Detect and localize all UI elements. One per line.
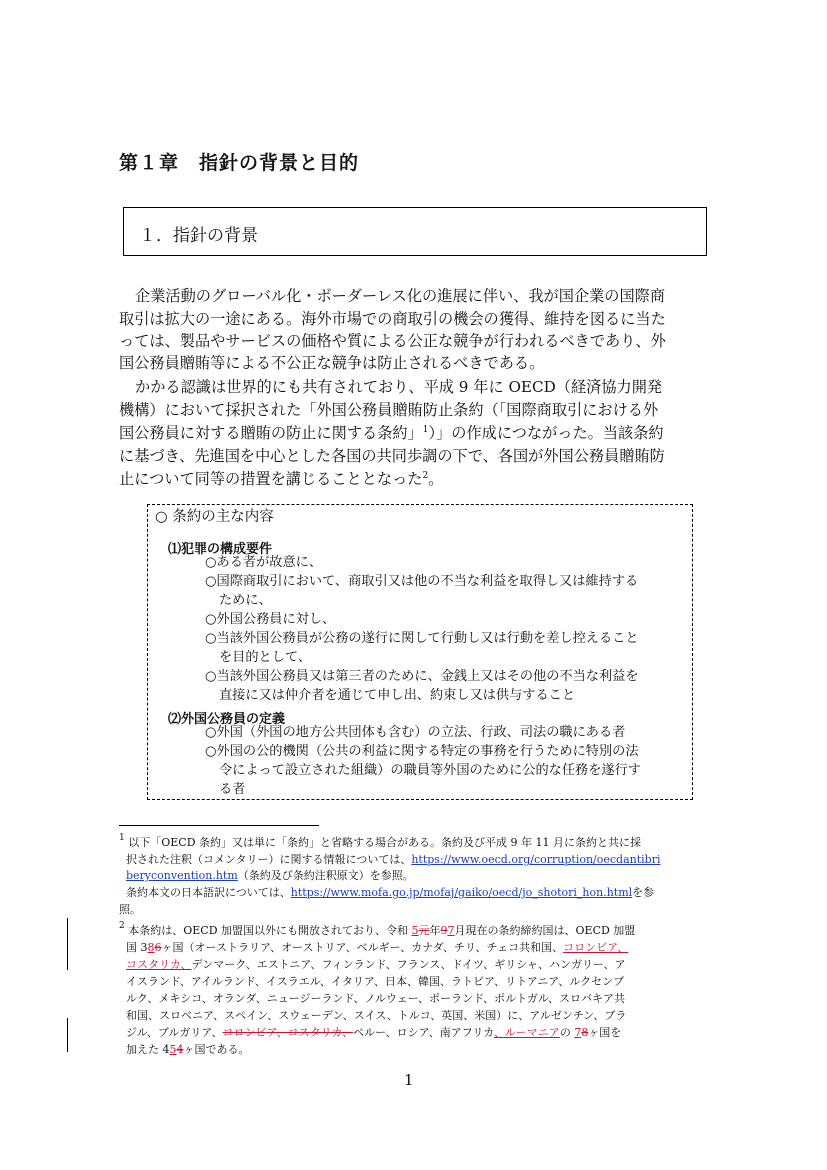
deleted-text: 4 (176, 1043, 184, 1056)
paragraph-2-line: に基づき、先進国を中心とした各国の共同歩調の下で、各国が外国公務員贈賄防 (119, 447, 665, 465)
footnote-2-text: ペルー、ロシア、南アフリカ (353, 1026, 494, 1039)
box-title: ○ 条約の主な内容 (155, 509, 274, 525)
paragraph-2-text: 止について同等の措置を講じることとなった (119, 470, 423, 488)
inserted-text: 8 (147, 941, 155, 954)
footnote-1-text: （条約及び条約注釈原文）を参照。 (237, 869, 414, 882)
footnote-2-number: 2 (119, 921, 125, 931)
mofa-translation-link[interactable]: https://www.mofa.go.jp/mofaj/gaiko/oecd/jo_shotori_hon.html (290, 886, 633, 899)
paragraph-1-line: 取引は拡大の一途にある。海外市場での商取引の機会の獲得、維持を図るに当た (119, 310, 666, 328)
box-item-continued: 直接に又は仲介者を通じて申し出、約束し又は供与すること (219, 688, 576, 703)
footnote-1-line (126, 851, 660, 868)
footnote-1-line (126, 867, 414, 884)
paragraph-2-line (119, 469, 443, 489)
box-item: ○当該外国公務員が公務の遂行に関して行動し又は行動を差し控えること (205, 631, 639, 646)
footnote-1-number: 1 (119, 833, 125, 843)
footnote-1-line: 照。 (119, 903, 141, 916)
page-number: 1 (404, 1071, 414, 1089)
inserted-text: 5 (411, 924, 419, 937)
deleted-text: 6 (154, 941, 162, 954)
revision-change-bar (67, 918, 68, 970)
footnote-1-line (119, 834, 641, 851)
paragraph-2-text: 。 (428, 470, 444, 488)
footnote-1-text: を参 (632, 886, 655, 899)
footnote-2-text: ヶ国を (588, 1026, 622, 1039)
deleted-text: 元 (418, 924, 430, 937)
footnote-1-text: 択された注釈（コメンタリー）に関する情報については、 (126, 853, 412, 866)
inserted-text: 、ルーマニア (493, 1026, 560, 1039)
revision-change-bar (67, 1018, 68, 1052)
box-item-continued: 令によって設立された組織）の職員等外国のために公的な任務を遂行す (219, 763, 641, 778)
box-item-continued: を目的として、 (219, 650, 312, 665)
box-item-continued: る者 (219, 782, 246, 797)
footnote-2-text: ヶ国（オーストラリア、オーストリア、ベルギー、カナダ、チリ、チェコ共和国、 (161, 941, 564, 954)
paragraph-2-text: ）」の作成につながった。当該条約 (428, 424, 664, 442)
footnote-2-text: 本条約は、OECD 加盟国以外にも開放されており、令和 (128, 924, 409, 937)
footnote-ref-1[interactable]: 1 (422, 425, 429, 435)
inserted-text: コロンビア、 (563, 941, 629, 954)
paragraph-1-line: 国公務員贈賄等による不公正な競争は防止されるべきである。 (119, 354, 545, 372)
paragraph-2-line: かかる認識は世界的にも共有されており、平成 9 年に OECD（経済協力開発 (135, 378, 663, 396)
inserted-text: 7 (447, 924, 455, 937)
box-item: ○外国公務員に対し、 (205, 612, 336, 627)
paragraph-2-line (119, 423, 664, 443)
chapter-title: 第１章 指針の背景と目的 (119, 152, 360, 174)
footnote-2-text: 国 (126, 941, 137, 954)
paragraph-1-line: 企業活動のグローバル化・ボーダーレス化の進展に伴い、我が国企業の国際商 (135, 287, 666, 305)
footnote-1-line (126, 884, 654, 901)
footnote-2-text: 3 (140, 941, 148, 954)
box-item: ○ある者が故意に、 (205, 555, 323, 570)
footnote-2-line (126, 1024, 621, 1041)
paragraph-2-line: 機構）において採択された「外国公務員贈賄防止条約（「国際商取引における外 (119, 401, 659, 419)
footnote-2-line (126, 939, 628, 956)
footnote-2-text: ヶ国である。 (183, 1043, 250, 1056)
box-item: ○外国の公的機関（公共の利益に関する特定の事務を行うために特別の法 (205, 744, 639, 759)
footnote-2-text: 月現在の条約締約国は、OECD 加盟 (454, 924, 636, 937)
box-heading-definition: ⑵外国公務員の定義 (168, 712, 286, 727)
footnote-2-line: イスランド、アイルランド、イスラエル、イタリア、日本、韓国、ラトビア、リトアニア、ルクセンブ (126, 975, 625, 988)
footnote-2-text: ジル、ブルガリア、 (126, 1026, 223, 1039)
inserted-text: コスタリカ、 (126, 958, 192, 971)
inserted-text: 5 (169, 1043, 177, 1056)
footnote-2-line (126, 1041, 250, 1058)
footnote-1-text: 条約本文の日本語訳については、 (126, 886, 291, 899)
deleted-text: 9 (440, 924, 448, 937)
box-item: ○国際商取引において、商取引又は他の不当な利益を取得し又は維持する (205, 574, 639, 589)
footnote-2-line (126, 956, 626, 973)
footnote-ref-2[interactable]: 2 (422, 471, 429, 481)
paragraph-2-text: 国公務員に対する贈賄の防止に関する条約」 (119, 424, 423, 442)
footnote-2-text: 加えた 4 (126, 1043, 170, 1056)
footnote-2-text: の (559, 1026, 571, 1039)
oecd-convention-link[interactable]: https://www.oecd.org/corruption/oecdantibri (411, 853, 661, 866)
footnote-1-text: 以下「OECD 条約」又は単に「条約」と省略する場合がある。条約及び平成 9 年 11 月に条約と共に採 (128, 836, 641, 849)
footnote-2-text: 年 (429, 924, 441, 937)
box-item: ○外国（外国の地方公共団体も含む）の立法、行政、司法の職にある者 (205, 725, 626, 740)
footnote-2-line: 和国、スロベニア、スペイン、スウェーデン、スイス、トルコ、英国、米国）に、アルゼンチン、ブラ (126, 1009, 627, 1022)
footnote-2-line (119, 922, 635, 939)
footnote-separator (119, 825, 319, 826)
deleted-text: 8 (581, 1026, 589, 1039)
box-heading-offense: ⑴犯罪の構成要件 (168, 542, 273, 557)
box-item: ○当該外国公務員又は第三者のために、金銭上又はその他の不当な利益を (205, 669, 639, 684)
deleted-text: コロンビア、コスタリカ、 (222, 1026, 354, 1039)
box-item-continued: ために、 (219, 593, 272, 608)
footnote-2-line: ルク、メキシコ、オランダ、ニュージーランド、ノルウェー、ポーランド、ポルトガル、スロバキア共 (126, 992, 625, 1005)
oecd-convention-link-cont[interactable]: beryconvention.htm (126, 869, 238, 882)
inserted-text: 7 (574, 1026, 582, 1039)
section-title: １．指針の背景 (139, 226, 258, 246)
footnote-2-text: デンマーク、エストニア、フィンランド、フランス、ドイツ、ギリシャ、ハンガリー、ア (191, 958, 626, 971)
paragraph-1-line: っては、製品やサービスの価格や質による公正な競争が行われるべきであり、外 (119, 332, 666, 350)
